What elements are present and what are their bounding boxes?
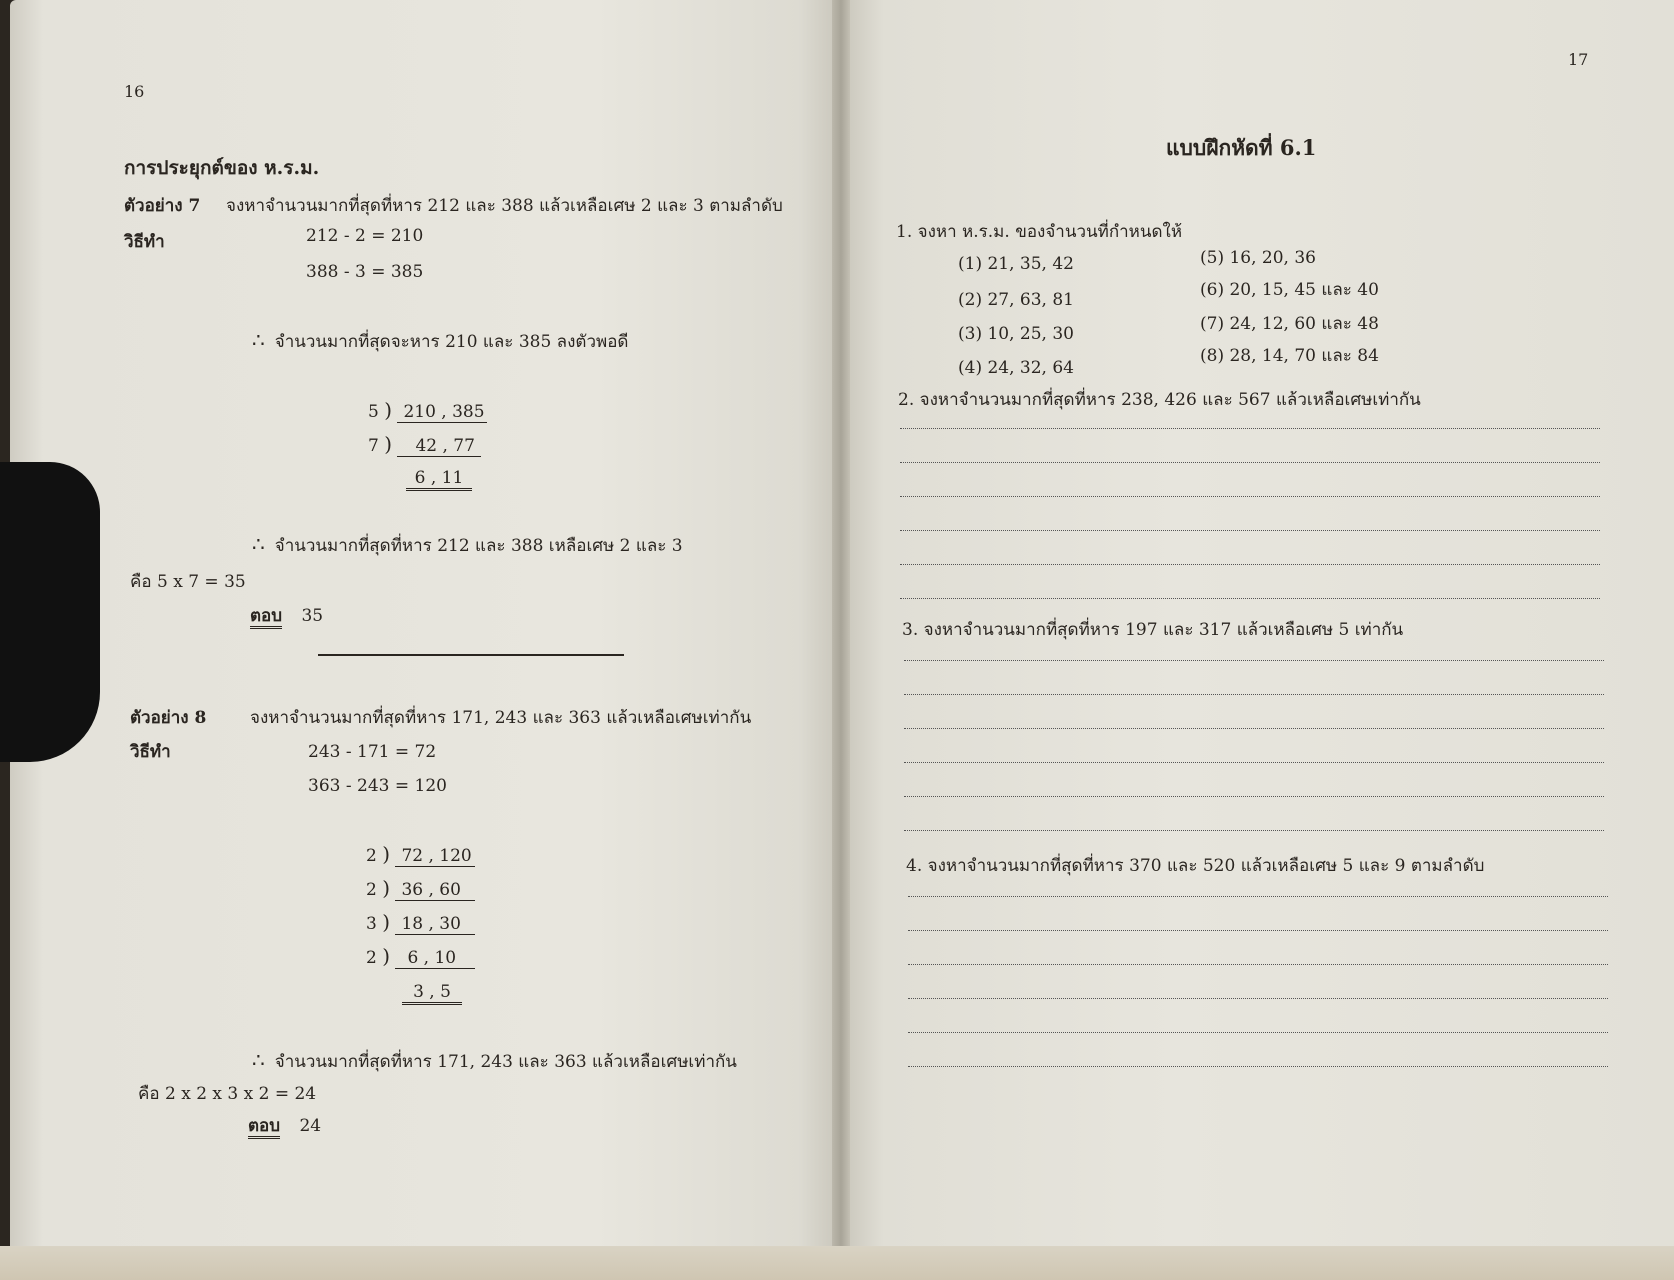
div-dividend: 6 , 10 <box>395 948 475 969</box>
example8-method-label: วิธีทำ <box>130 742 171 762</box>
q4-answer-lines <box>908 0 1608 1280</box>
answer-line <box>908 1032 1608 1033</box>
therefore-symbol: ∴ <box>252 532 265 556</box>
example7-therefore1 <box>252 330 628 352</box>
answer-line <box>908 964 1608 965</box>
answer-line <box>908 896 1608 897</box>
left-page <box>10 0 840 1262</box>
example8-div-row: 2 ) 72 , 120 <box>366 844 475 867</box>
example7-problem: จงหาจำนวนมากที่สุดที่หาร 212 และ 388 แล้วเหลือเศษ 2 และ 3 ตามลำดับ <box>226 196 783 216</box>
example7-div-row: 5 ) 210 , 385 <box>368 400 487 423</box>
question-1: 1. จงหา ห.ร.ม. ของจำนวนที่กำหนดให้ <box>896 222 1183 242</box>
div-result: 6 , 11 <box>406 468 472 491</box>
q1-item: (6) 20, 15, 45 และ 40 <box>1200 280 1379 300</box>
answer-line <box>908 1066 1608 1067</box>
example7-answer <box>250 606 323 626</box>
div-divisor: 3 <box>366 914 377 934</box>
answer-line <box>908 998 1608 999</box>
example7-therefore2-text: จำนวนมากที่สุดที่หาร 212 และ 388 เหลือเศษ 2 และ 3 <box>274 536 683 556</box>
example8-div-row: 3 ) 18 , 30 <box>366 912 475 935</box>
answer-label: ตอบ <box>248 1116 280 1139</box>
example7-method-label: วิธีทำ <box>124 232 165 252</box>
example8-is-line: คือ 2 x 2 x 3 x 2 = 24 <box>138 1084 317 1104</box>
example7-div-result <box>406 468 472 491</box>
q1-item: (8) 28, 14, 70 และ 84 <box>1200 346 1379 366</box>
example8-answer <box>248 1116 321 1136</box>
example7-therefore1-text: จำนวนมากที่สุดจะหาร 210 และ 385 ลงตัวพอดี <box>274 332 629 352</box>
example8-therefore <box>252 1050 737 1072</box>
div-result: 3 , 5 <box>402 982 462 1005</box>
example8-calc1: 243 - 171 = 72 <box>308 742 437 762</box>
therefore-symbol: ∴ <box>252 1048 265 1072</box>
example7-label: ตัวอย่าง 7 <box>124 196 201 216</box>
q1-item: (4) 24, 32, 64 <box>958 358 1074 378</box>
div-divisor: 2 <box>366 880 377 900</box>
example8-problem: จงหาจำนวนมากที่สุดที่หาร 171, 243 และ 363 แล้วเหลือเศษเท่ากัน <box>250 708 752 728</box>
div-dividend: 36 , 60 <box>395 880 475 901</box>
section-divider <box>318 654 624 656</box>
question-3: 3. จงหาจำนวนมากที่สุดที่หาร 197 และ 317 แล้วเหลือเศษ 5 เท่ากัน <box>902 620 1404 640</box>
therefore-symbol: ∴ <box>252 328 265 352</box>
div-divisor: 2 <box>366 948 377 968</box>
left-page-number: 16 <box>124 82 145 101</box>
div-dividend: 210 , 385 <box>397 402 487 423</box>
example7-therefore2 <box>252 534 683 556</box>
q1-item: (3) 10, 25, 30 <box>958 324 1074 344</box>
holding-thumb <box>0 462 100 762</box>
exercise-title: แบบฝึกหัดที่ 6.1 <box>1166 135 1317 160</box>
div-divisor: 2 <box>366 846 377 866</box>
question-4: 4. จงหาจำนวนมากที่สุดที่หาร 370 และ 520 แล้วเหลือเศษ 5 และ 9 ตามลำดับ <box>906 856 1485 876</box>
example8-div-result <box>402 982 462 1005</box>
div-divisor: 5 <box>368 402 379 422</box>
q1-item: (2) 27, 63, 81 <box>958 290 1074 310</box>
q1-item: (5) 16, 20, 36 <box>1200 248 1316 268</box>
section-heading: การประยุกต์ของ ห.ร.ม. <box>124 157 320 179</box>
div-divisor: 7 <box>368 436 379 456</box>
example7-calc1: 212 - 2 = 210 <box>306 226 424 246</box>
question-2: 2. จงหาจำนวนมากที่สุดที่หาร 238, 426 และ 567 แล้วเหลือเศษเท่ากัน <box>898 390 1421 410</box>
example7-div-row: 7 ) 42 , 77 <box>368 434 481 457</box>
div-dividend: 18 , 30 <box>395 914 475 935</box>
answer-label: ตอบ <box>250 606 282 629</box>
example8-div-row: 2 ) 6 , 10 <box>366 946 475 969</box>
answer-line <box>908 930 1608 931</box>
answer-value: 24 <box>299 1116 322 1136</box>
book-gutter <box>832 0 850 1262</box>
example8-calc2: 363 - 243 = 120 <box>308 776 447 796</box>
example7-calc2: 388 - 3 = 385 <box>306 262 424 282</box>
example7-is-line: คือ 5 x 7 = 35 <box>130 572 246 592</box>
example8-therefore-text: จำนวนมากที่สุดที่หาร 171, 243 และ 363 แล้วเหลือเศษเท่ากัน <box>274 1052 737 1072</box>
answer-value: 35 <box>301 606 324 626</box>
example8-label: ตัวอย่าง 8 <box>130 708 207 728</box>
q1-item: (1) 21, 35, 42 <box>958 254 1074 274</box>
div-dividend: 72 , 120 <box>395 846 475 867</box>
right-page-number: 17 <box>1568 50 1589 69</box>
example8-div-row: 2 ) 36 , 60 <box>366 878 475 901</box>
q1-item: (7) 24, 12, 60 และ 48 <box>1200 314 1379 334</box>
div-dividend: 42 , 77 <box>397 436 481 457</box>
